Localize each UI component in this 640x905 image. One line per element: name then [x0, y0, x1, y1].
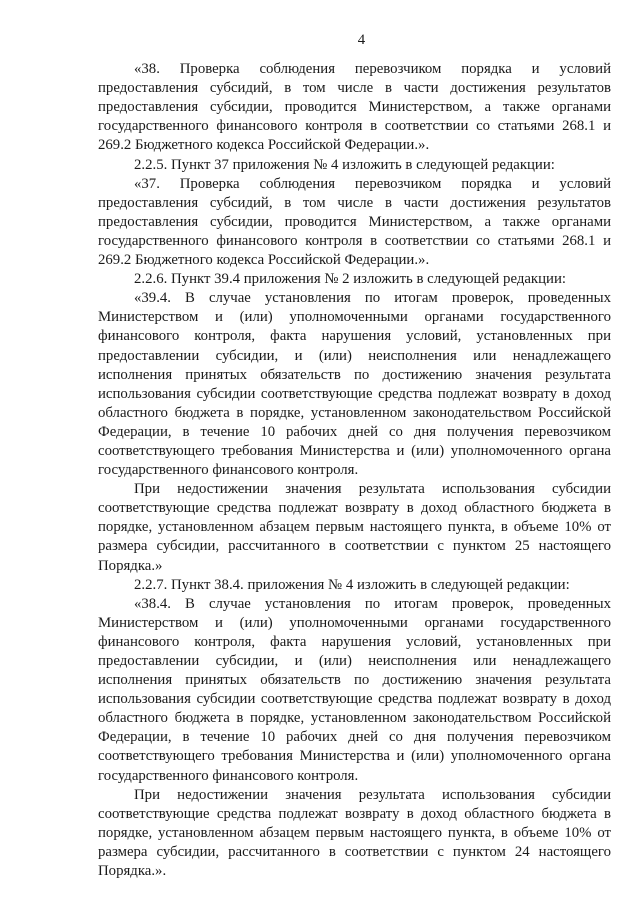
paragraph-item-38-text: «38. Проверка соблюдения перевозчиком порядка и условий предоставления субсидий, в том числе в части достижения результатов предоставления субсидии, проводится Министерством, а также органами государственного финансового контроля в соответствии со статьями 268.1 и 269.2 Бюджетного кодекса Российской Федерации.».: [98, 61, 611, 154]
paragraph-item-37-text: «37. Проверка соблюдения перевозчиком порядка и условий предоставления субсидий, в том числе в части достижения результатов предоставления субсидии, проводится Министерством, а также органами государственного финансового контроля в соответствии со статьями 268.1 и 269.2 Бюджетного кодекса Российской Федерации.».: [98, 175, 611, 269]
paragraph-item-39-4-second: При недостижении значения результата использования субсидии соответствующие средства подлежат возврату в доход областного бюджета в порядке, установленном абзацем первым настоящего пункта, в объеме 10% от размера субсидии, рассчитанного в соответствии с пунктом 25 настоящего Порядка.»: [98, 481, 611, 574]
paragraph-item-38-4-second: При недостижении значения результата использования субсидии соответствующие средства подлежат возврату в доход областного бюджета в порядке, установленном абзацем первым настоящего пункта, в объеме 10% от размера субсидии, рассчитанного в соответствии с пунктом 24 настоящего Порядка.».: [98, 786, 611, 880]
paragraph-amendment-2-2-7: 2.2.7. Пункт 38.4. приложения № 4 изложить в следующей редакции:: [134, 576, 570, 593]
paragraph-amendment-2-2-5: 2.2.5. Пункт 37 приложения № 4 изложить в следующей редакции:: [134, 156, 555, 173]
paragraph-item-39-4-text: «39.4. В случае установления по итогам проверок, проведенных Министерством и (или) уполномоченными органами государственного финансового контроля, факта нарушения условий, установленных при предоставлении субсидии, и (или) неисполнения или ненадлежащего исполнения принятых обязательств по достижению значения результата использования субсидии соответствующие средства подлежат возврату в доход областного бюджета в порядке, установленном законодательством Российской Федерации, в течение 10 рабочих дней со дня получения перевозчиком соответствующего требования Министерства и (или) уполномоченного органа государственного финансового контроля.: [98, 290, 611, 479]
paragraph-amendment-2-2-6: 2.2.6. Пункт 39.4 приложения № 2 изложить в следующей редакции:: [134, 271, 566, 288]
paragraph-item-38-4-text: «38.4. В случае установления по итогам проверок, проведенных Министерством и (или) уполномоченными органами государственного финансового контроля, факта нарушения условий, установленных при предоставлении субсидии, и (или) неисполнения или ненадлежащего исполнения принятых обязательств по достижению значения результата использования субсидии соответствующие средства подлежат возврату в доход областного бюджета в порядке, установленном законодательством Российской Федерации, в течение 10 рабочих дней со дня получения перевозчиком соответствующего требования Министерства и (или) уполномоченного органа государственного финансового контроля.: [98, 595, 611, 784]
page-number: 4: [357, 32, 366, 48]
